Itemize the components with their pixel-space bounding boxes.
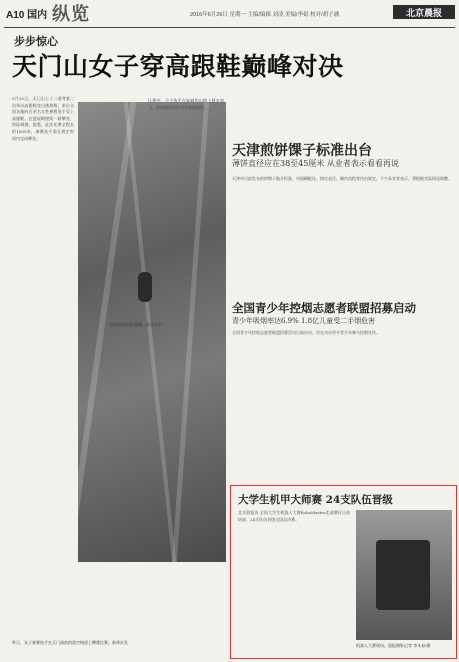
story4-photo [356,510,452,640]
story2-headline: 天津煎饼馃子标准出台 [232,143,372,159]
story4-body: 北京晨报讯 全国大学生机器人大赛RoboMaster北部赛区日前结束，24支队伍晋级全国总决赛。 [238,510,350,522]
story4-headline: 大学生机甲大师赛 24支队伍晋级 [238,494,393,506]
section-title: 纵览 [52,4,90,25]
story2-deck: 薄饼直径应在38至45厘米 从业者表示看看再说 [232,159,399,168]
paper-name-badge: 北京晨报 [393,5,455,19]
section-code: A10 国内 [6,10,48,21]
date-line: 2016年6月26日 星期一 主编/编辑 刘凌 美编/李娟 校对/胡子涵 [190,12,340,18]
story3-headline: 全国青少年控烟志愿者联盟招募启动 [232,301,416,315]
story1-body-col2: 比赛中，不少选手在陡峭的山路上健步如飞，现场观众纷纷为其加油喝彩。 [148,98,224,110]
story3-deck: 青少年吸烟率达6.9% 1.8亿儿童受二手烟危害 [232,317,376,325]
story4-photo-caption: 机器人大赛现场。晨报摄影记者 李木易/摄 [356,643,431,648]
story1-photo-caption: 活动现场惊险刺激。新华社发 [110,322,162,327]
page-header [0,0,459,40]
story1-body-col1: 5月25日，天门山七十二道弯第二次举办高跟鞋登山挑战赛，来自全国各地的百余名女性参赛选手穿上高跟鞋，在悬崖峭壁间一路攀登，惊险刺激。据悉，此次比赛全程长约1000米，参赛选手需在规定时间内完成攀登。 [12,96,74,141]
story1-headline: 天门山女子穿高跟鞋巅峰对决 [12,52,344,81]
story2-body: 天津市日前发布煎饼馃子地方标准，对面糊配比、饼皮直径、制作流程等作出规定。不少从业者表示，将根据实际情况调整。 [232,176,452,181]
story3-body: 全国青少年控烟志愿者联盟招募活动日前启动，旨在动员更多青少年参与控烟宣传。 [232,330,380,335]
header-rule [4,27,455,28]
story1-kicker: 步步惊心 [14,35,58,48]
story1-bottom-caption: 昨日，女子参赛选手在天门洞前的悬空栈道上攀爬比赛。新华社发 [12,640,128,645]
robot-figure [376,540,430,610]
